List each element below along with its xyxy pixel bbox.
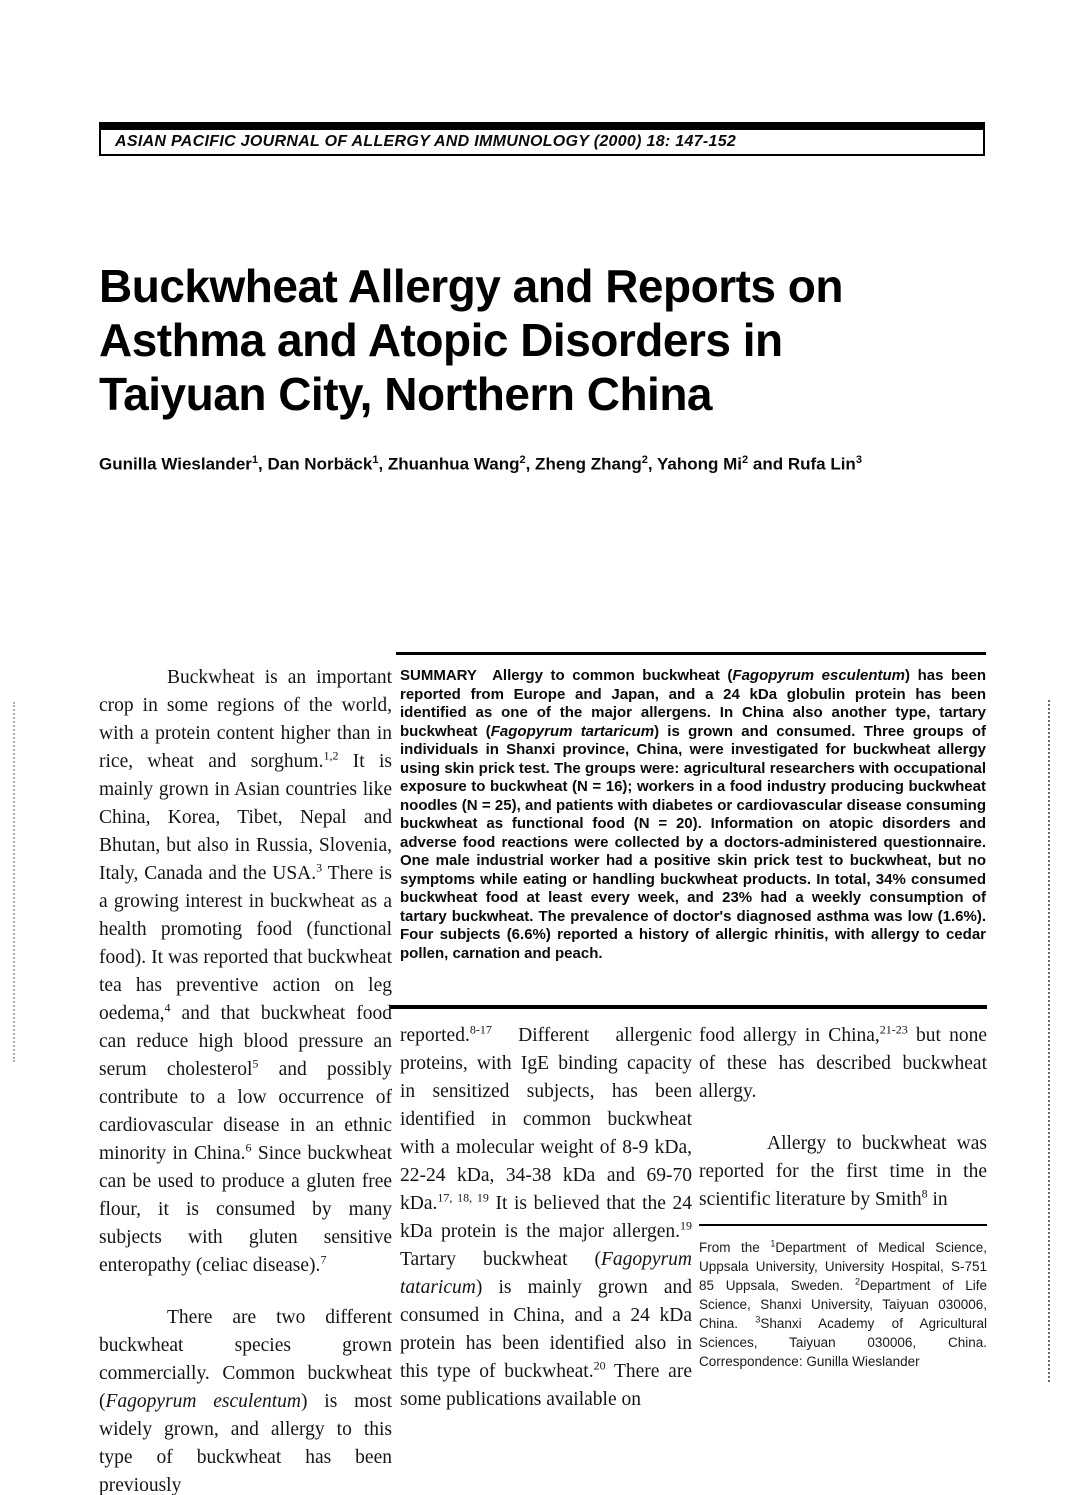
summary-bottom-rule (390, 1005, 987, 1009)
column-left (99, 664, 392, 1495)
scan-artifact-right (1048, 700, 1050, 1382)
body-paragraph-right-1: food allergy in China,$^{21-23}$ but none of these has described buckwheat allergy. (699, 1022, 987, 1102)
column-middle (400, 1022, 692, 1414)
body-paragraph-right-2: Allergy to buckwheat was reported for the first time in the scientific literature by Smith$^8$ in (699, 1133, 987, 1210)
intro-paragraph-1: Buckwheat is an important crop in some regions of the world, with a protein content higher than in rice, wheat and sorghum.$^{1,2}$ It is mainly grown in Asian countries like China, Korea, Tibet, Nepal and Bhutan, but also in Russia, Slovenia, Italy, Canada and the USA.$^3$ There is a growing interest in buckwheat as a health promoting food (functional food). It was reported that buckwheat tea has preventive action on leg oedema,$^4$ and that buckwheat food can reduce high blood pressure an serum cholesterol$^5$ and possibly contribute to a low occurrence of cardiovascular disease in an ethnic minority in China.$^6$ Since buckwheat can be used to produce a gluten free flour, it is consumed by many subjects with gluten sensitive enteropathy (celiac disease).$^7$ (99, 667, 392, 1276)
journal-banner-text: ASIAN PACIFIC JOURNAL OF ALLERGY AND IMMUNOLOGY (2000) 18: 147-152 (115, 133, 737, 150)
intro-paragraph-2: There are two different buckwheat species grown commercially. Common buckwheat (Fagopyrum esculentum) is most widely grown, and allergy to this type of buckwheat has been previously (99, 1307, 392, 1495)
summary-abstract: SUMMARY Allergy to common buckwheat (Fagopyrum esculentum) has been reported from Europe and Japan, and a 24 kDa globulin protein has been identified as one of the major allergens. In China also another type, tartary buckwheat (Fagopyrum tartaricum) is grown and consumed. Three groups of individuals in Shanxi province, China, were investigated for buckwheat allergy using skin prick test. The groups were: agricultural researchers with occupational exposure to buckwheat (N = 16); workers in a food industry producing buckwheat noodles (N = 25), and patients with diabetes or cardiovascular disease consuming buckwheat as functional food (N = 20). Information on atopic disorders and adverse food reactions were collected by a doctors-administered questionnaire. One male industrial worker had a positive skin prick test to buckwheat, but no symptoms while eating or handling buckwheat products. In total, 34% consumed buckwheat food at least every week, and 23% had a weekly consumption of tartary buckwheat. The prevalence of doctor's diagnosed asthma was low (1.6%). Four subjects (6.6%) reported a history of allergic rhinitis, with allergy to cedar pollen, carnation and peach. (400, 667, 987, 962)
affiliations-footnote: From the $^1$Department of Medical Science, Uppsala University, University Hospital, S-751 85 Uppsala, Sweden. $^2$Department of Life Science, Shanxi University, Taiyuan 030006, China. $^3$Shanxi Academy of Agricultural Sciences, Taiyuan 030006, China. Correspondence: Gunilla Wieslander (699, 1238, 988, 1369)
column-right (699, 1022, 987, 1371)
journal-banner (99, 122, 985, 156)
page-title: Buckwheat Allergy and Reports on Asthma and Atopic Disorders in Taiyuan City, Northern China (99, 259, 843, 420)
authors-line: Gunilla Wieslander$^1$, Dan Norbäck$^1$, Zhuanhua Wang$^2$, Zheng Zhang$^2$, Yahong Mi$^2$ and Rufa Lin$^3$ (99, 454, 862, 474)
summary-top-rule (396, 652, 986, 655)
scan-artifact-left (13, 702, 15, 1062)
body-paragraph-middle: reported.$^{8-17}$ Different allergenic proteins, with IgE binding capacity in sensitized subjects, has been identified in common buckwheat with a molecular weight of 8-9 kDa, 22-24 kDa, 34-38 kDa and 69-70 kDa.$^{17, 18, 19}$ It is believed that the 24 kDa protein is the major allergen.$^{19}$ Tartary buckwheat (Fagopyrum tataricum) is mainly grown and consumed in China, and a 24 kDa protein has been identified also in this type of buckwheat.$^{20}$ There are some publications available on (400, 1022, 692, 1410)
footnote-rule (699, 1224, 987, 1226)
